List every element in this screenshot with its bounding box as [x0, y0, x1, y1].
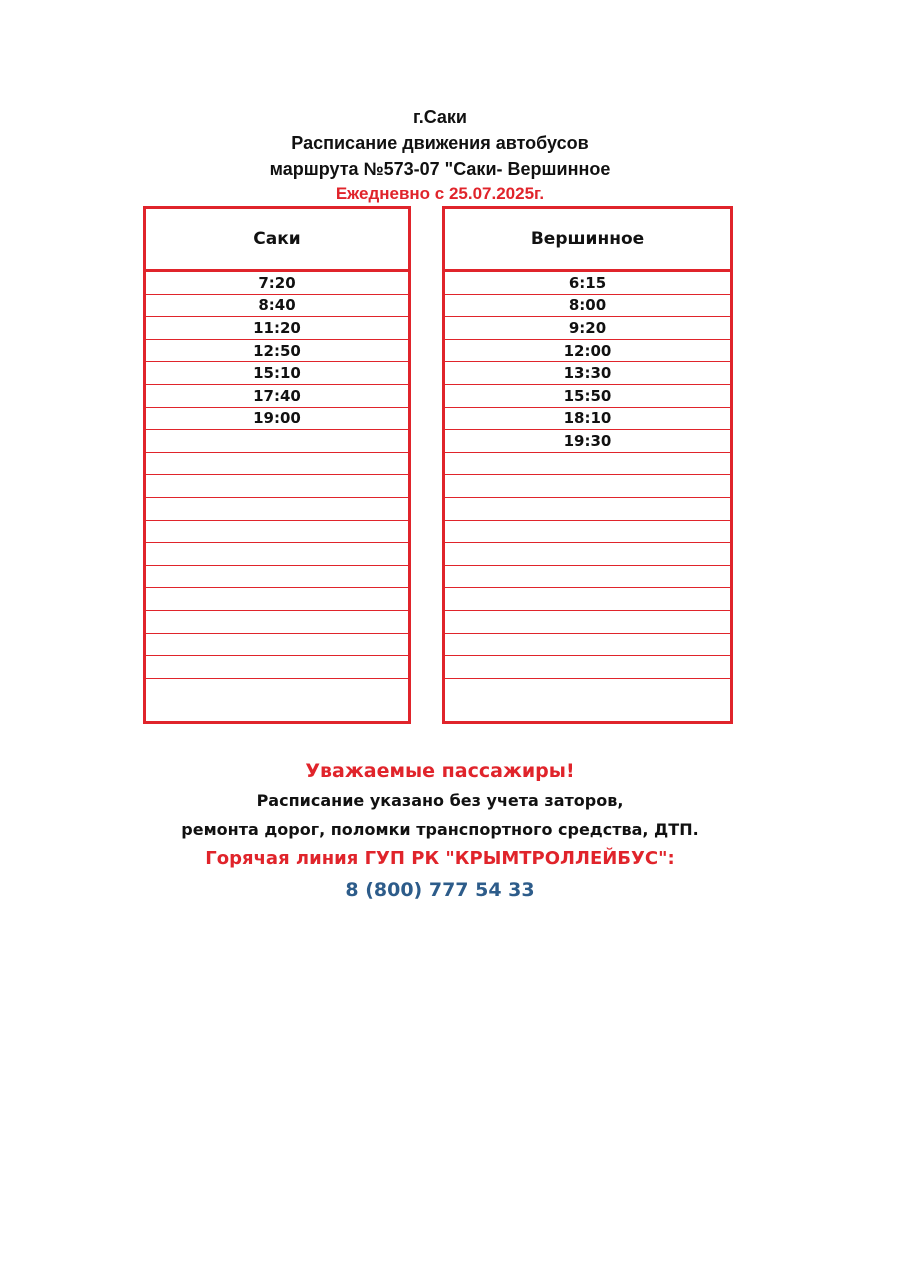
vershinnoe-time-row	[445, 634, 730, 657]
vershinnoe-time-row: 15:50	[445, 385, 730, 408]
saki-time-row: 8:40	[146, 295, 408, 318]
saki-time-row	[146, 611, 408, 634]
saki-time-row: 7:20	[146, 272, 408, 295]
daily-validity: Ежедневно с 25.07.2025г.	[335, 184, 545, 203]
hotline-phone: 8 (800) 777 54 33	[345, 879, 535, 901]
vershinnoe-time-row	[445, 611, 730, 634]
vershinnoe-time-row: 12:00	[445, 340, 730, 363]
vershinnoe-time-row	[445, 656, 730, 679]
passenger-notice	[0, 756, 880, 906]
saki-time-row	[146, 656, 408, 679]
vershinnoe-time-row: 9:20	[445, 317, 730, 340]
vershinnoe-time-row	[445, 475, 730, 498]
saki-time-row: 11:20	[146, 317, 408, 340]
vershinnoe-time-row: 6:15	[445, 272, 730, 295]
notice-line-1: Расписание указано без учета заторов,	[256, 791, 624, 810]
saki-time-row	[146, 475, 408, 498]
vershinnoe-time-row	[445, 679, 730, 702]
city-title: г.Саки	[413, 107, 467, 127]
vershinnoe-column-heading: Вершинное	[445, 209, 730, 272]
saki-time-row: 17:40	[146, 385, 408, 408]
saki-time-row	[146, 430, 408, 453]
schedule-title: Расписание движения автобусов	[291, 133, 589, 153]
saki-time-row: 19:00	[146, 408, 408, 431]
saki-time-row	[146, 543, 408, 566]
saki-column	[143, 206, 411, 724]
notice-title: Уважаемые пассажиры!	[305, 760, 575, 782]
vershinnoe-time-row: 8:00	[445, 295, 730, 318]
saki-time-row	[146, 588, 408, 611]
vershinnoe-time-row	[445, 543, 730, 566]
notice-line-2: ремонта дорог, поломки транспортного средства, ДТП.	[181, 820, 699, 839]
saki-time-row: 12:50	[146, 340, 408, 363]
vershinnoe-time-row	[445, 453, 730, 476]
saki-time-row	[146, 453, 408, 476]
saki-time-row	[146, 679, 408, 702]
saki-times-list	[146, 272, 408, 701]
saki-time-row	[146, 498, 408, 521]
vershinnoe-times-list	[445, 272, 730, 701]
schedule-header	[0, 104, 880, 206]
vershinnoe-time-row	[445, 498, 730, 521]
vershinnoe-time-row: 19:30	[445, 430, 730, 453]
saki-time-row: 15:10	[146, 362, 408, 385]
vershinnoe-time-row	[445, 588, 730, 611]
vershinnoe-time-row	[445, 566, 730, 589]
route-title: маршрута №573-07 "Саки- Вершинное	[269, 159, 611, 179]
saki-time-row	[146, 521, 408, 544]
vershinnoe-time-row	[445, 521, 730, 544]
saki-time-row	[146, 634, 408, 657]
vershinnoe-time-row: 13:30	[445, 362, 730, 385]
vershinnoe-time-row: 18:10	[445, 408, 730, 431]
saki-column-heading: Саки	[146, 209, 408, 272]
vershinnoe-column	[442, 206, 733, 724]
saki-time-row	[146, 566, 408, 589]
hotline-label: Горячая линия ГУП РК "КРЫМТРОЛЛЕЙБУС":	[205, 848, 675, 869]
